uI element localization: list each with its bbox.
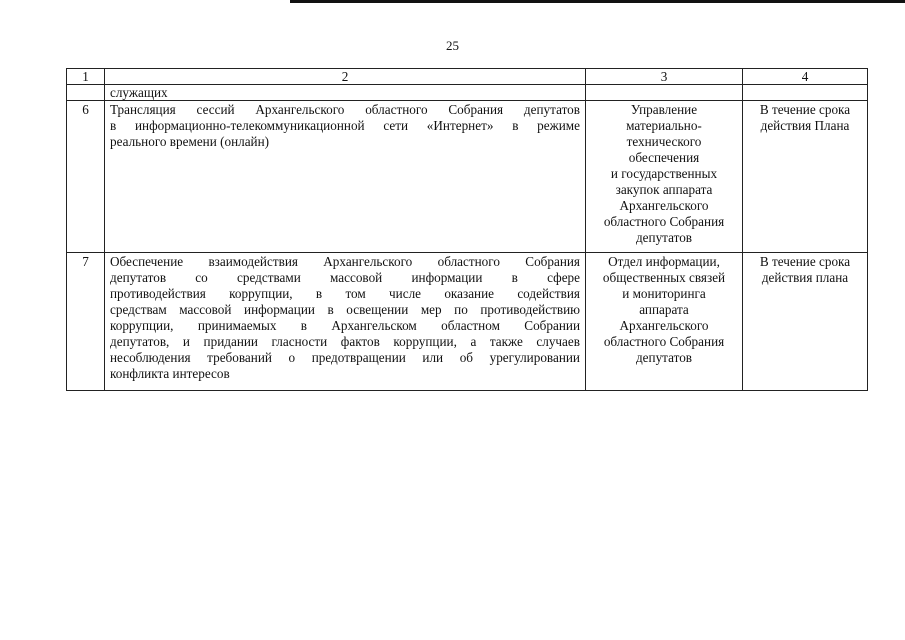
column-number-1: 1 <box>67 69 105 85</box>
responsible-line: областного Собрания <box>603 334 725 349</box>
responsible-line: и мониторинга <box>622 286 706 301</box>
column-number-4: 4 <box>743 69 868 85</box>
text-line: реального времени (онлайн) <box>110 134 270 149</box>
term <box>743 101 868 253</box>
term-line: В течение срока <box>759 254 851 269</box>
continuation-term <box>743 85 868 101</box>
text-line: коррупции, принимаемых в Архангельском областном Собрании <box>110 318 580 333</box>
text-line: депутатов, и придании гласности фактов коррупции, а также случаев <box>110 334 580 349</box>
responsible-unit <box>586 101 743 253</box>
row-number: 6 <box>67 101 105 253</box>
responsible-line: технического <box>626 134 702 149</box>
text-line: конфликта интересов <box>110 366 230 381</box>
responsible-line: областного Собрания <box>603 214 725 229</box>
continuation-row <box>67 85 868 101</box>
responsible-line: Отдел информации, <box>608 254 720 269</box>
term-line: действия Плана <box>760 118 850 133</box>
responsible-line: аппарата <box>639 302 689 317</box>
responsible-line: закупок аппарата <box>615 182 713 197</box>
responsible-line: материально- <box>626 118 702 133</box>
responsible-line: и государственных <box>610 166 718 181</box>
plan-table <box>66 68 868 391</box>
responsible-unit <box>586 253 743 391</box>
text-line: депутатов со средствами массовой информации в сфере <box>110 270 580 285</box>
table-header-row <box>67 69 868 85</box>
responsible-line: Архангельского <box>619 198 709 213</box>
row-number: 7 <box>67 253 105 391</box>
table-row <box>67 253 868 391</box>
measure-text <box>105 253 586 391</box>
measure-text <box>105 101 586 253</box>
scan-edge-mark <box>290 0 905 3</box>
continuation-responsible <box>586 85 743 101</box>
continuation-text: служащих <box>105 85 586 101</box>
table-row <box>67 101 868 253</box>
responsible-line: депутатов <box>635 350 693 365</box>
responsible-line: Архангельского <box>619 318 709 333</box>
text-line: средствам массовой информации в освещении мер по противодействию <box>110 302 580 317</box>
responsible-line: обеспечения <box>628 150 700 165</box>
continuation-num <box>67 85 105 101</box>
page-number: 25 <box>446 38 459 53</box>
text-line: несоблюдения требований о предотвращении или об урегулировании <box>110 350 580 365</box>
text-line: Обеспечение взаимодействия Архангельского областного Собрания <box>110 254 580 269</box>
column-number-2: 2 <box>105 69 586 85</box>
term-line: В течение срока <box>759 102 851 117</box>
text-line: противодействия коррупции, в том числе оказание содействия <box>110 286 580 301</box>
responsible-line: Управление <box>630 102 698 117</box>
text-line: в информационно-телекоммуникационной сети «Интернет» в режиме <box>110 118 580 133</box>
term <box>743 253 868 391</box>
text-line: Трансляция сессий Архангельского областного Собрания депутатов <box>110 102 580 117</box>
responsible-line: депутатов <box>635 230 693 245</box>
term-line: действия плана <box>761 270 849 285</box>
column-number-3: 3 <box>586 69 743 85</box>
responsible-line: общественных связей <box>602 270 726 285</box>
